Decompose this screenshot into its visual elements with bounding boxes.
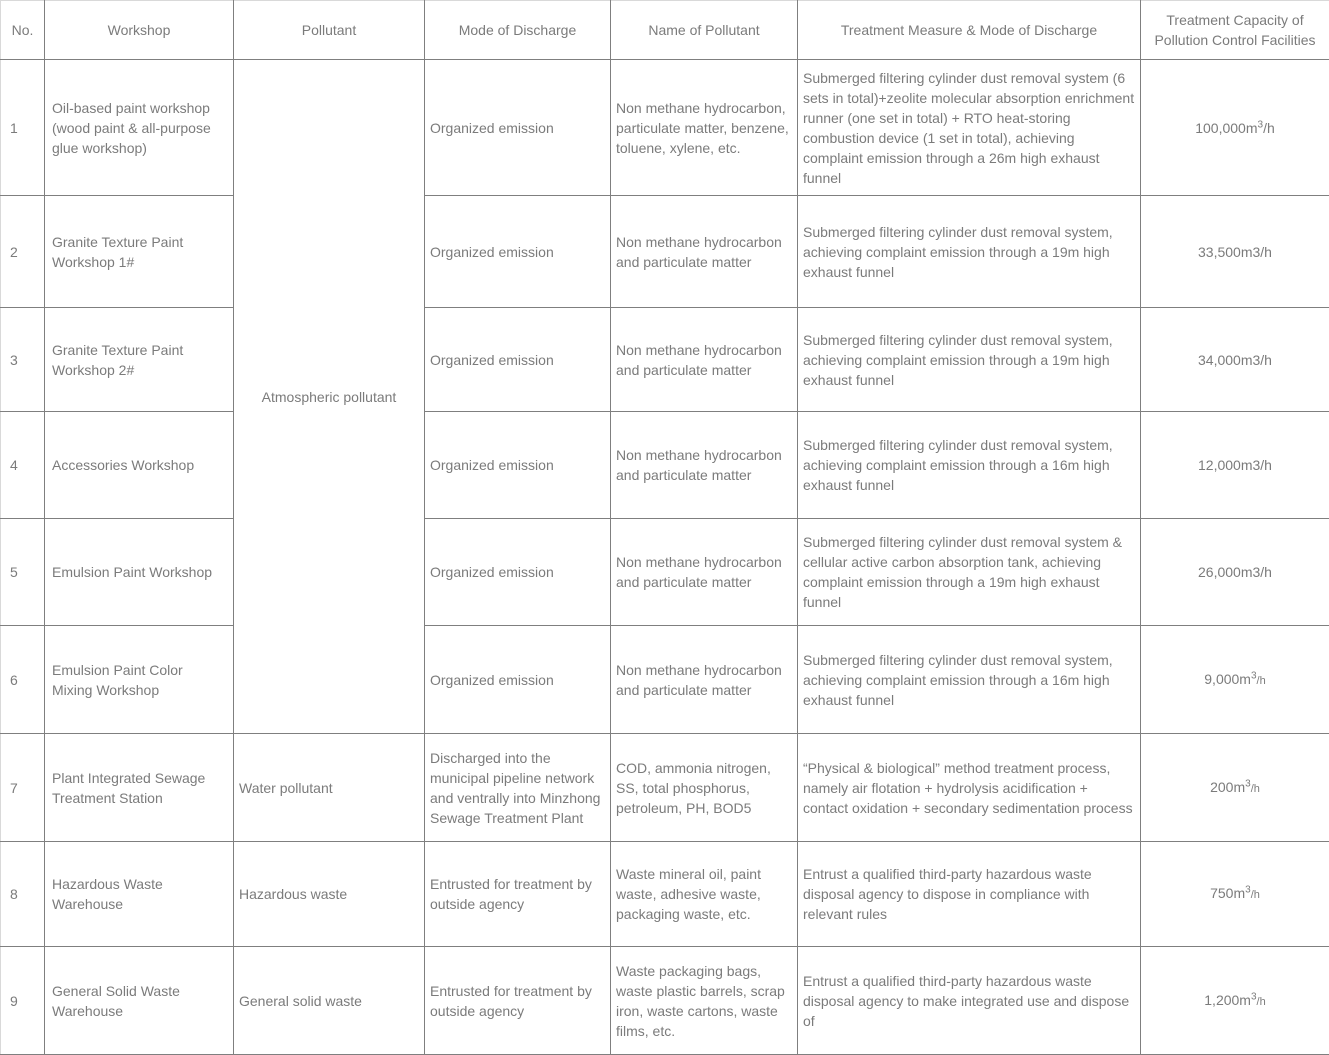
capacity-unit: /h bbox=[1251, 889, 1260, 901]
cell-treatment-capacity bbox=[1141, 947, 1329, 1055]
header-no: No. bbox=[1, 1, 45, 60]
cell-name-of-pollutant: Non methane hydrocarbon and particulate matter bbox=[611, 412, 798, 519]
capacity-value: 750m bbox=[1210, 885, 1245, 901]
cell-mode-of-discharge: Entrusted for treatment by outside agency bbox=[425, 947, 611, 1055]
cell-mode-of-discharge: Organized emission bbox=[425, 308, 611, 412]
cell-name-of-pollutant: Non methane hydrocarbon, particulate matter, benzene, toluene, xylene, etc. bbox=[611, 60, 798, 196]
cell-mode-of-discharge: Organized emission bbox=[425, 60, 611, 196]
capacity-value: 200m bbox=[1210, 779, 1245, 795]
cell-name-of-pollutant: Waste packaging bags, waste plastic barrels, scrap iron, waste cartons, waste films, etc. bbox=[611, 947, 798, 1055]
cell-workshop: Emulsion Paint Workshop bbox=[45, 519, 234, 626]
table-header-row bbox=[1, 1, 1329, 60]
cell-name-of-pollutant: Waste mineral oil, paint waste, adhesive waste, packaging waste, etc. bbox=[611, 842, 798, 947]
capacity-value: 33,500m3/h bbox=[1198, 244, 1272, 260]
cell-treatment-capacity bbox=[1141, 519, 1329, 626]
cell-treatment-measure: Submerged filtering cylinder dust removal system, achieving complaint emission through a 16m high exhaust funnel bbox=[798, 412, 1141, 519]
table-row bbox=[1, 308, 1329, 412]
cell-treatment-capacity bbox=[1141, 308, 1329, 412]
capacity-value: 26,000m3/h bbox=[1198, 564, 1272, 580]
table-row bbox=[1, 842, 1329, 947]
cell-treatment-capacity bbox=[1141, 734, 1329, 842]
cell-treatment-measure: Submerged filtering cylinder dust removal system, achieving complaint emission through a 19m high exhaust funnel bbox=[798, 196, 1141, 308]
cell-workshop: Plant Integrated Sewage Treatment Station bbox=[45, 734, 234, 842]
table-row bbox=[1, 412, 1329, 519]
cell-name-of-pollutant: COD, ammonia nitrogen, SS, total phosphorus, petroleum, PH, BOD5 bbox=[611, 734, 798, 842]
capacity-superscript: 3 bbox=[1251, 670, 1257, 681]
cell-no: 2 bbox=[1, 196, 45, 308]
cell-treatment-measure: Submerged filtering cylinder dust removal system (6 sets in total)+zeolite molecular absorption enrichment runner (one set in total) + RTO heat-storing combustion device (1 set in total), achieving complaint emission through a 26m high exhaust funnel bbox=[798, 60, 1141, 196]
cell-pollutant: Water pollutant bbox=[234, 734, 425, 842]
cell-treatment-capacity bbox=[1141, 196, 1329, 308]
capacity-superscript: 3 bbox=[1258, 119, 1264, 130]
table-row bbox=[1, 947, 1329, 1055]
header-treatment-capacity: Treatment Capacity of Pollution Control Facilities bbox=[1141, 1, 1329, 60]
cell-mode-of-discharge: Discharged into the municipal pipeline network and ventrally into Minzhong Sewage Treatment Plant bbox=[425, 734, 611, 842]
cell-no: 1 bbox=[1, 60, 45, 196]
cell-workshop: Accessories Workshop bbox=[45, 412, 234, 519]
cell-treatment-measure: Entrust a qualified third-party hazardous waste disposal agency to dispose in compliance with relevant rules bbox=[798, 842, 1141, 947]
cell-no: 5 bbox=[1, 519, 45, 626]
cell-mode-of-discharge: Entrusted for treatment by outside agency bbox=[425, 842, 611, 947]
cell-treatment-measure: “Physical & biological” method treatment process, namely air flotation + hydrolysis acidification + contact oxidation + secondary sedimentation process bbox=[798, 734, 1141, 842]
cell-no: 4 bbox=[1, 412, 45, 519]
cell-treatment-capacity bbox=[1141, 626, 1329, 734]
cell-treatment-measure: Submerged filtering cylinder dust removal system, achieving complaint emission through a 16m high exhaust funnel bbox=[798, 626, 1141, 734]
cell-workshop: Oil-based paint workshop (wood paint & all-purpose glue workshop) bbox=[45, 60, 234, 196]
cell-treatment-capacity bbox=[1141, 412, 1329, 519]
table-row bbox=[1, 60, 1329, 196]
capacity-value: 9,000m bbox=[1204, 671, 1251, 687]
table-row bbox=[1, 734, 1329, 842]
cell-mode-of-discharge: Organized emission bbox=[425, 196, 611, 308]
cell-no: 8 bbox=[1, 842, 45, 947]
cell-mode-of-discharge: Organized emission bbox=[425, 412, 611, 519]
cell-mode-of-discharge: Organized emission bbox=[425, 519, 611, 626]
cell-treatment-measure: Submerged filtering cylinder dust removal system & cellular active carbon absorption tank, achieving complaint emission through a 19m high exhaust funnel bbox=[798, 519, 1141, 626]
capacity-value: 100,000m bbox=[1195, 120, 1257, 136]
cell-workshop: Granite Texture Paint Workshop 1# bbox=[45, 196, 234, 308]
capacity-unit: /h bbox=[1257, 996, 1266, 1008]
header-workshop: Workshop bbox=[45, 1, 234, 60]
cell-no: 9 bbox=[1, 947, 45, 1055]
capacity-superscript: 3 bbox=[1245, 778, 1251, 789]
cell-name-of-pollutant: Non methane hydrocarbon and particulate matter bbox=[611, 196, 798, 308]
cell-pollutant-merged: Atmospheric pollutant bbox=[234, 60, 425, 734]
capacity-unit: /h bbox=[1257, 675, 1266, 687]
cell-treatment-capacity bbox=[1141, 60, 1329, 196]
cell-name-of-pollutant: Non methane hydrocarbon and particulate matter bbox=[611, 308, 798, 412]
capacity-superscript: 3 bbox=[1251, 991, 1257, 1002]
cell-treatment-measure: Entrust a qualified third-party hazardous waste disposal agency to make integrated use and dispose of bbox=[798, 947, 1141, 1055]
capacity-value: 1,200m bbox=[1204, 992, 1251, 1008]
capacity-value: 34,000m3/h bbox=[1198, 352, 1272, 368]
cell-treatment-capacity bbox=[1141, 842, 1329, 947]
table-row bbox=[1, 519, 1329, 626]
header-pollutant: Pollutant bbox=[234, 1, 425, 60]
cell-no: 7 bbox=[1, 734, 45, 842]
cell-pollutant: General solid waste bbox=[234, 947, 425, 1055]
header-mode-of-discharge: Mode of Discharge bbox=[425, 1, 611, 60]
cell-workshop: Emulsion Paint Color Mixing Workshop bbox=[45, 626, 234, 734]
cell-workshop: Granite Texture Paint Workshop 2# bbox=[45, 308, 234, 412]
cell-workshop: Hazardous Waste Warehouse bbox=[45, 842, 234, 947]
capacity-value: 12,000m3/h bbox=[1198, 457, 1272, 473]
capacity-unit: /h bbox=[1263, 120, 1275, 136]
table-row bbox=[1, 196, 1329, 308]
table-row bbox=[1, 626, 1329, 734]
cell-pollutant: Hazardous waste bbox=[234, 842, 425, 947]
cell-treatment-measure: Submerged filtering cylinder dust removal system, achieving complaint emission through a 19m high exhaust funnel bbox=[798, 308, 1141, 412]
cell-name-of-pollutant: Non methane hydrocarbon and particulate matter bbox=[611, 519, 798, 626]
cell-no: 3 bbox=[1, 308, 45, 412]
header-name-of-pollutant: Name of Pollutant bbox=[611, 1, 798, 60]
capacity-unit: /h bbox=[1251, 783, 1260, 795]
header-treatment-measure: Treatment Measure & Mode of Discharge bbox=[798, 1, 1141, 60]
cell-name-of-pollutant: Non methane hydrocarbon and particulate matter bbox=[611, 626, 798, 734]
capacity-superscript: 3 bbox=[1245, 884, 1251, 895]
cell-mode-of-discharge: Organized emission bbox=[425, 626, 611, 734]
cell-no: 6 bbox=[1, 626, 45, 734]
cell-workshop: General Solid Waste Warehouse bbox=[45, 947, 234, 1055]
